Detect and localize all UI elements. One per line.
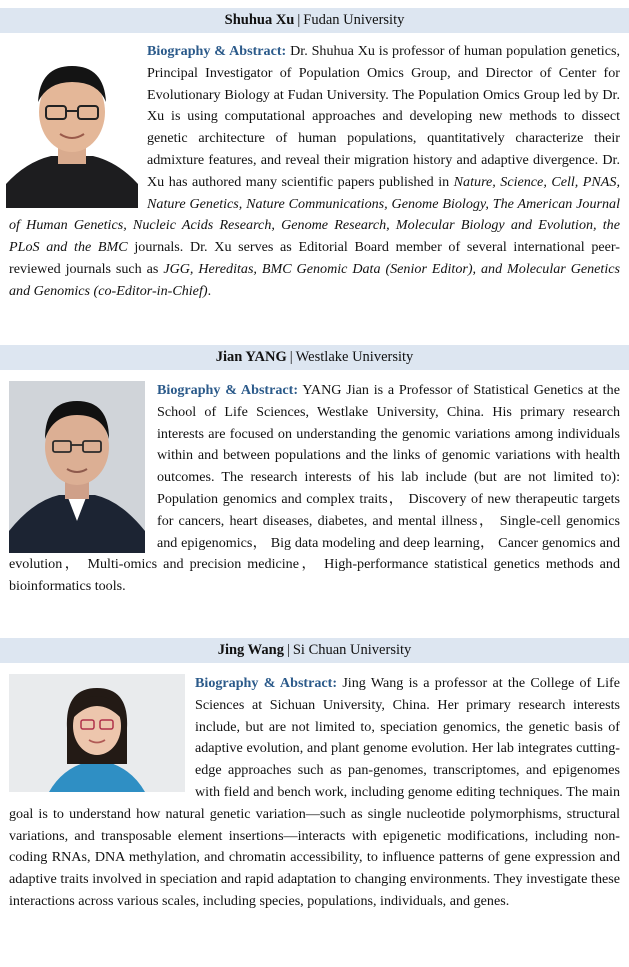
profile-name: Jing Wang [217,642,284,658]
profile-jing-wang [0,638,629,913]
profile-affiliation: Westlake University [295,349,414,365]
bio-label: Biography & Abstract: [157,382,299,398]
profile-shuhua-xu [0,8,629,303]
profile-biography [0,41,629,303]
profile-photo [9,381,145,553]
profile-biography [0,380,629,598]
bio-label: Biography & Abstract: [147,43,287,59]
profile-photo [6,44,138,208]
bio-text-journals: Nature, Science, Cell, PNAS, Nature Genetics, Nature Communications, Genome Biology, The American Journal of Human Genetics, Nucleic Acids Research, Genome Research, Molecular Biology and Evolution, the PLoS and the BMC [9,173,620,256]
profile-header: Jing Wang | Si Chuan University [0,638,629,663]
profile-name: Jian YANG [215,349,287,365]
profile-header: Jian YANG | Westlake University [0,345,629,370]
bio-text: Jing Wang is a professor at the College of Life Sciences at Sichuan University, China. Her primary research interests include, but are not limited to, speciation genomics, the genetic basis of adaptive evolution, and plant genome evolution. Her lab integrates cutting-edge approaches such as pan-genomes, transcriptomes, and epigenomes with field and bench work, including genome editing techniques. The main goal is to understand how natural genetic variation—such as single nucleotide polymorphisms, structural variations, and transposable element insertions—interacts with epigenetic modifications, including non-coding RNAs, DNA methylation, and chromatin accessibility, to influence patterns of gene expression and adaptive traits involved in speciation and rapid adaptation to changing environments. They investigate these interactions across various scales, including species, populations, individuals, and genes. [9,675,620,909]
profile-affiliation: Fudan University [303,12,405,28]
profile-biography [0,673,629,913]
bio-text-editorial: JGG, Hereditas, BMC Genomic Data (Senior Editor), and Molecular Genetics and Genomics (co-Editor-in-Chief) [9,260,620,299]
bio-text: journals. Dr. Xu serves as Editorial Board member of several international peer-reviewed journals such as [9,239,620,277]
bio-text: Dr. Shuhua Xu is professor of human population genetics, Principal Investigator of Population Omics Group, and Director of Center for Evolutionary Biology at Fudan University. The Population Omics Group led by Dr. Xu is using computational approaches and developing new methods to dissect genetic architecture of human populations, quantitatively characterize their admixture features, and reveal their migration history and adaptive divergence. Dr. Xu has authored many scientific papers published in [147,43,620,190]
bio-text: YANG Jian is a Professor of Statistical Genetics at the School of Life Sciences, Westlake University, China. His primary research interests are focused on understanding the genomic variations among individuals within and between populations and the links of genomic variations with health outcomes. The research interests of his lab include (but are not limited to): Population genomics and complex traits， Discovery of new therapeutic targets for cancers, heart diseases, diabetes, and mental illness， Single-cell genomics and epigenomics， Big data modeling and deep learning， Cancer genomics and evolution， Multi-omics and precision medicine， High-performance statistical genetics methods and bioinformatics tools. [9,382,620,595]
profile-jian-yang [0,345,629,598]
profile-name: Shuhua Xu [224,12,295,28]
profile-affiliation: Si Chuan University [292,642,412,658]
profile-photo [9,674,185,792]
bio-text: . [207,282,212,299]
bio-label: Biography & Abstract: [195,675,338,691]
profile-header: Shuhua Xu | Fudan University [0,8,629,33]
